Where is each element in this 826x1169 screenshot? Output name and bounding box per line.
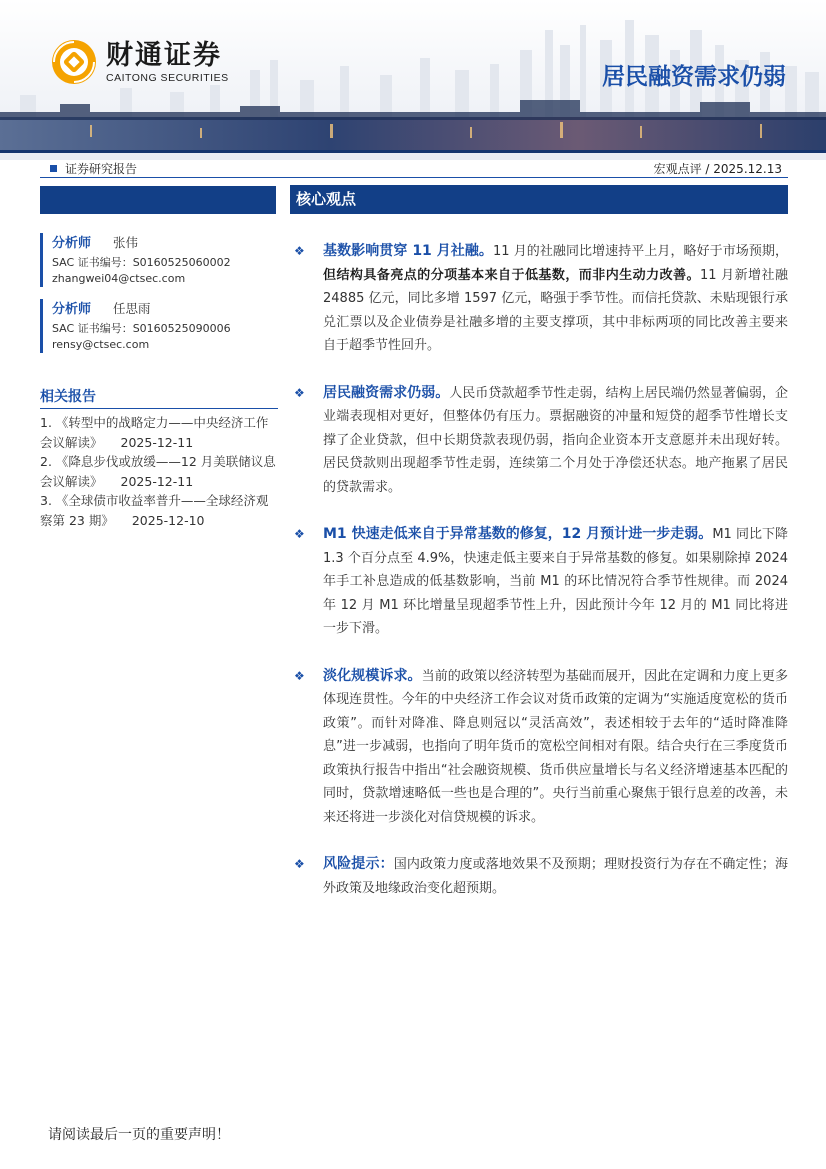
report-type-date: 宏观点评 / 2025.12.13 bbox=[653, 162, 782, 176]
analyst-name: 张伟 bbox=[113, 235, 139, 250]
point-text: M1 同比下降 1.3 个百分点至 4.9%，快速走低主要来自于异常基数的修复。如果剔除掉 2024 年手工补息造成的低基数影响，当前 M1 的环比情况符合季节性规律。而 2024 年 12 月 M1 环比增量呈现超季节性上升，因此预计今年 12 月的 M1 同比将进一步下滑。 bbox=[323, 527, 788, 636]
related-report-item[interactable] bbox=[40, 491, 278, 530]
analyst-name: 任思雨 bbox=[113, 301, 151, 316]
left-header-bar bbox=[40, 186, 276, 214]
report-title: 居民融资需求仍弱 bbox=[602, 64, 786, 90]
point-text: 11 月新增社融 24885 亿元，同比多增 1597 亿元，略强于季节性。而信托贷款、未贴现银行承兑汇票以及企业债券是社融多增的主要支撑项，其中非标两项的同比改善主要来自于超季节性回升。 bbox=[323, 267, 788, 353]
company-logo bbox=[50, 38, 229, 86]
logo-english-name: CAITONG SECURITIES bbox=[106, 72, 229, 84]
related-report-date: 2025-12-11 bbox=[120, 473, 194, 489]
report-category: 证券研究报告 bbox=[65, 162, 138, 176]
point-heading: 淡化规模诉求。 bbox=[323, 667, 422, 684]
point-text: 11 月的社融同比增速持平上月，略好于市场预期， bbox=[493, 244, 788, 259]
point-text: 人民币贷款超季节性走弱，结构上居民端仍然显著偏弱，企业端表现相对更好，但整体仍有压力。票据融资的冲量和短贷的超季节性增长支撑了企业贷款，但中长期贷款表现仍弱，指向企业资本开支意愿并未出现好转。居民贷款则出现超季节性走弱，连续第二个月处于净偿还状态。地产拖累了居民的贷款需求。 bbox=[323, 385, 788, 495]
related-report-item[interactable] bbox=[40, 452, 278, 491]
point-text: 当前的政策以经济转型为基础而展开，因此在定调和力度上更多体现连贯性。今年的中央经济工作会议对货币政策的定调为“实施适度宽松的货币政策”。而针对降准、降息则冠以“灵活高效”，表述相较于去年的“适时降准降息”进一步减弱，也指向了明年货币的宽松空间相对有限。结合央行在三季度货币政策执行报告中指出“社会融资规模、货币供应量增长与名义经济增速基本匹配的同时，贷款增速略低一些也是合理的”。央行当前重心聚焦于银行息差的改善，未来还将进一步淡化对信贷规模的诉求。 bbox=[323, 668, 788, 825]
report-meta-bar bbox=[40, 158, 788, 178]
logo-chinese-name: 财通证券 bbox=[106, 40, 222, 71]
core-point bbox=[294, 665, 788, 830]
core-point bbox=[294, 523, 788, 641]
core-views-list bbox=[294, 240, 788, 924]
diamond-bullet-icon: ❖ bbox=[294, 527, 305, 541]
analyst-card bbox=[40, 233, 276, 287]
diamond-bullet-icon: ❖ bbox=[294, 385, 305, 400]
point-heading: 风险提示： bbox=[323, 856, 394, 872]
related-report-text: 3. 《全球债市收益率普升——全球经济观察第 23 期》 bbox=[40, 493, 269, 528]
point-heading: M1 快速走低来自于异常基数的修复，12 月预计进一步走弱。 bbox=[323, 526, 713, 542]
analyst-cert: SAC 证书编号：S0160525090006 bbox=[52, 322, 231, 335]
point-emphasis: 但结构具备亮点的分项基本来自于低基数，而非内生动力改善。 bbox=[323, 267, 700, 283]
analyst-email[interactable]: rensy@ctsec.com bbox=[52, 338, 150, 351]
point-heading: 基数影响贯穿 11 月社融。 bbox=[323, 243, 493, 259]
core-views-header: 核心观点 bbox=[290, 185, 788, 214]
analyst-role: 分析师 bbox=[52, 302, 92, 317]
related-report-text: 2. 《降息步伐或放缓——12 月美联储议息会议解读》 bbox=[40, 454, 276, 489]
diamond-bullet-icon: ❖ bbox=[294, 668, 305, 683]
analyst-cert: SAC 证书编号：S0160525060002 bbox=[52, 256, 231, 269]
core-point bbox=[294, 853, 788, 900]
related-report-text: 1. 《转型中的战略定力——中央经济工作会议解读》 bbox=[40, 415, 269, 450]
disclaimer-notice: 请阅读最后一页的重要声明！ bbox=[48, 1127, 230, 1143]
point-heading: 居民融资需求仍弱。 bbox=[323, 384, 450, 401]
diamond-bullet-icon: ❖ bbox=[294, 244, 305, 258]
analyst-card bbox=[40, 299, 276, 353]
square-bullet-icon bbox=[50, 165, 57, 172]
point-text: 国内政策力度或落地效果不及预期；理财投资行为存在不确定性；海外政策及地缘政治变化超预期。 bbox=[323, 857, 788, 896]
header-banner bbox=[0, 0, 826, 160]
core-point bbox=[294, 382, 788, 500]
analyst-email[interactable]: zhangwei04@ctsec.com bbox=[52, 272, 186, 285]
related-reports bbox=[40, 386, 278, 530]
related-report-item[interactable] bbox=[40, 413, 278, 452]
core-point bbox=[294, 240, 788, 358]
related-report-date: 2025-12-11 bbox=[120, 434, 194, 450]
related-report-date: 2025-12-10 bbox=[131, 512, 205, 528]
caitong-logo-icon bbox=[50, 38, 98, 86]
diamond-bullet-icon: ❖ bbox=[294, 857, 305, 871]
analyst-role: 分析师 bbox=[52, 236, 92, 251]
related-reports-title: 相关报告 bbox=[40, 386, 278, 409]
